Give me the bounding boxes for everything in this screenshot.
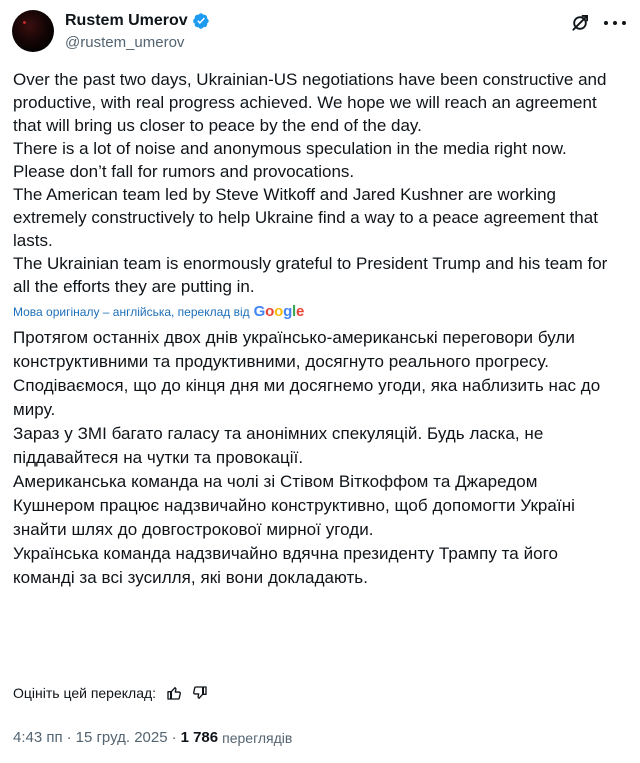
author-handle[interactable]: @rustem_umerov: [65, 34, 185, 51]
rate-translation-label: Оцініть цей переклад:: [13, 685, 157, 701]
tweet-time[interactable]: 4:43 пп: [13, 729, 63, 746]
tweet-paragraph: Over the past two days, Ukrainian-US negotiations have been constructive and productive, with real progress achieved. We hope we will reach an agreement that will bring us closer to peace by the end of the day.: [13, 70, 607, 135]
tweet-date[interactable]: 15 груд. 2025: [75, 729, 168, 746]
views-label: переглядів: [222, 729, 293, 746]
views-count: 1 786: [180, 729, 219, 746]
more-options-icon[interactable]: [604, 13, 626, 33]
verified-badge-icon: [192, 12, 210, 30]
more-dot-icon: [613, 21, 617, 25]
meta-separator: ·: [171, 729, 177, 746]
translated-paragraph: Протягом останніх двох днів українсько-американські переговори були конструктивними та продуктивними, досягнуто реального прогресу. Сподіваємося, що до кінця дня ми досягнемо угоди, яка наблизить нас до миру.: [13, 328, 601, 419]
grok-icon[interactable]: [570, 13, 590, 33]
author-display-name[interactable]: Rustem Umerov: [65, 12, 188, 29]
meta-separator: ·: [66, 729, 72, 746]
more-dot-icon: [622, 21, 626, 25]
translation-note-text: Мова оригіналу – англійська, переклад від: [13, 305, 250, 319]
tweet-original-text: [13, 68, 613, 298]
tweet-paragraph: The Ukrainian team is enormously grateful to President Trump and his team for all the efforts they are putting in.: [13, 254, 608, 296]
author-name-row: [65, 11, 210, 31]
tweet-paragraph: The American team led by Steve Witkoff and Jared Kushner are working extremely constructively to help Ukraine find a way to a peace agreement that lasts.: [13, 185, 598, 250]
translated-paragraph: Українська команда надзвичайно вдячна президенту Трампу та його команді за всі зусилля, які вони докладають.: [13, 544, 558, 587]
translated-paragraph: Американська команда на чолі зі Стівом Віткоффом та Джаредом Кушнером працює надзвичайно конструктивно, щоб допомогти Україні знайти шлях до довгострокової мирної угоди.: [13, 472, 575, 539]
tweet-header: [12, 10, 628, 54]
rate-translation: [13, 685, 208, 701]
more-dot-icon: [604, 21, 608, 25]
avatar-image: [23, 21, 26, 24]
tweet-meta: [13, 729, 292, 746]
google-logo: Google: [253, 303, 305, 320]
thumbs-down-icon[interactable]: [192, 685, 208, 701]
tweet-paragraph: There is a lot of noise and anonymous speculation in the media right now. Please don’t fall for rumors and provocations.: [13, 139, 567, 181]
avatar[interactable]: [12, 10, 54, 52]
tweet-content: [13, 68, 613, 590]
translation-note[interactable]: [13, 304, 613, 320]
translated-paragraph: Зараз у ЗМІ багато галасу та анонімних спекуляцій. Будь ласка, не піддавайтеся на чутки та провокації.: [13, 424, 544, 467]
thumbs-up-icon[interactable]: [166, 685, 182, 701]
tweet-translated-text: [13, 326, 613, 590]
